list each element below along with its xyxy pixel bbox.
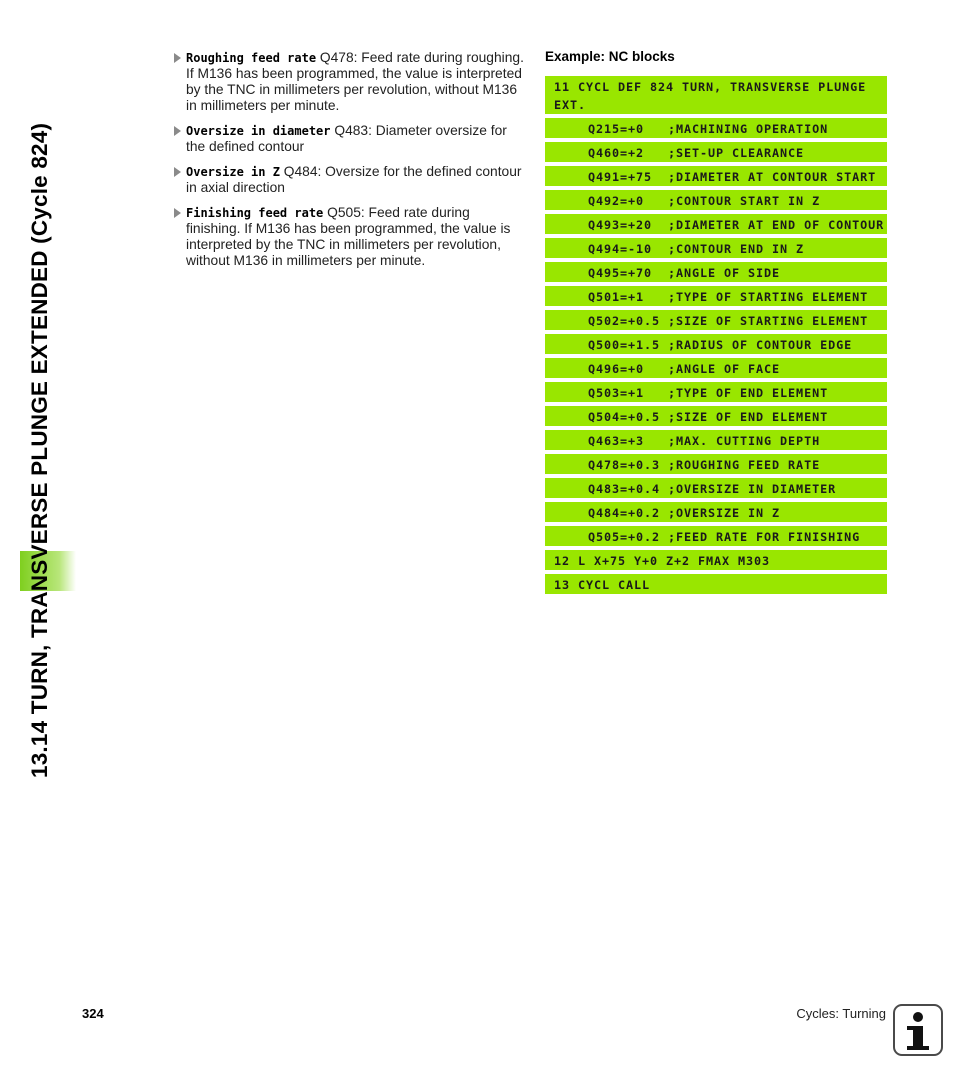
info-icon [893, 1004, 943, 1056]
parameter-term: Oversize in Z [186, 165, 280, 179]
nc-block: Q460=+2 ;SET-UP CLEARANCE [545, 142, 887, 162]
parameter-description: Q505: Feed rate during finishing. If M136 has been programmed, the value is interpreted by the TNC in millimeters per revolution, without M136 in millimeters per minute. [186, 205, 511, 268]
parameter-term: Oversize in diameter [186, 124, 331, 138]
nc-block: Q496=+0 ;ANGLE OF FACE [545, 358, 887, 378]
info-icon-dot [913, 1012, 923, 1022]
nc-program-listing [545, 76, 887, 598]
nc-block: Q501=+1 ;TYPE OF STARTING ELEMENT [545, 286, 887, 306]
nc-block: Q483=+0.4 ;OVERSIZE IN DIAMETER [545, 478, 887, 498]
nc-block: Q491=+75 ;DIAMETER AT CONTOUR START [545, 166, 887, 186]
nc-block: 13 CYCL CALL [545, 574, 887, 594]
example-heading: Example: NC blocks [545, 49, 675, 64]
parameter-item [172, 50, 527, 114]
nc-block: Q503=+1 ;TYPE OF END ELEMENT [545, 382, 887, 402]
nc-block: Q500=+1.5 ;RADIUS OF CONTOUR EDGE [545, 334, 887, 354]
parameter-list [172, 50, 527, 278]
parameter-item [172, 205, 527, 269]
parameter-item [172, 164, 527, 196]
nc-block: 11 CYCL DEF 824 TURN, TRANSVERSE PLUNGE EXT. [545, 76, 887, 114]
nc-block: Q484=+0.2 ;OVERSIZE IN Z [545, 502, 887, 522]
parameter-description: Q478: Feed rate during roughing. If M136 has been programmed, the value is interpreted by the TNC in millimeters per revolution, without M136 in millimeters per minute. [186, 50, 524, 113]
chapter-side-title: 13.14 TURN, TRANSVERSE PLUNGE EXTENDED (Cycle 824) [27, 122, 52, 778]
nc-block: 12 L X+75 Y+0 Z+2 FMAX M303 [545, 550, 887, 570]
info-icon-stem [913, 1026, 923, 1048]
triangle-bullet-icon [174, 167, 181, 177]
nc-block: Q494=-10 ;CONTOUR END IN Z [545, 238, 887, 258]
parameter-term: Finishing feed rate [186, 206, 324, 220]
nc-block: Q492=+0 ;CONTOUR START IN Z [545, 190, 887, 210]
nc-block: Q478=+0.3 ;ROUGHING FEED RATE [545, 454, 887, 474]
nc-block: Q495=+70 ;ANGLE OF SIDE [545, 262, 887, 282]
triangle-bullet-icon [174, 126, 181, 136]
nc-block: Q505=+0.2 ;FEED RATE FOR FINISHING [545, 526, 887, 546]
parameter-item [172, 123, 527, 155]
nc-block: Q215=+0 ;MACHINING OPERATION [545, 118, 887, 138]
nc-block: Q463=+3 ;MAX. CUTTING DEPTH [545, 430, 887, 450]
parameter-description: Q484: Oversize for the defined contour in axial direction [186, 164, 522, 195]
parameter-term: Roughing feed rate [186, 51, 317, 65]
nc-block: Q502=+0.5 ;SIZE OF STARTING ELEMENT [545, 310, 887, 330]
parameter-description: Q483: Diameter oversize for the defined contour [186, 123, 507, 154]
nc-block: Q493=+20 ;DIAMETER AT END OF CONTOUR [545, 214, 887, 234]
triangle-bullet-icon [174, 53, 181, 63]
page-number: 324 [82, 1006, 104, 1021]
footer-section-label: Cycles: Turning [796, 1006, 886, 1021]
info-icon-serif-bottom [907, 1046, 929, 1050]
nc-block: Q504=+0.5 ;SIZE OF END ELEMENT [545, 406, 887, 426]
triangle-bullet-icon [174, 208, 181, 218]
